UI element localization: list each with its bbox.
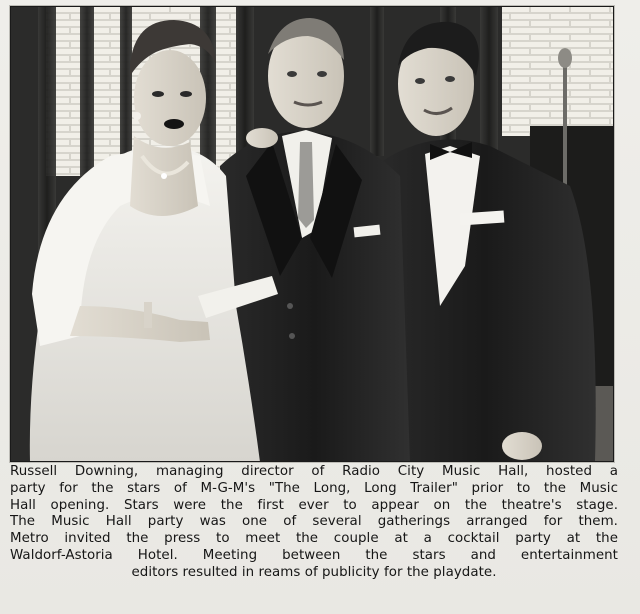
caption-line-1: Russell Downing, managing director of Radio City Music Hall, hosted a [10,464,618,479]
caption-line-7: editors resulted in reams of publicity for the playdate. [131,564,497,580]
caption-line-5: Metro invited the press to meet the couple at a cocktail party at the [10,531,618,547]
photo-caption [10,464,618,582]
caption-line-4: The Music Hall party was one of several gatherings arranged for them. [10,514,618,530]
caption-line-6: Waldorf-Astoria Hotel. Meeting between the stars and entertainment [10,547,618,563]
press-photograph [10,6,614,462]
caption-line-3: Hall opening. Stars were the first ever to appear on the theatre's stage. [10,497,618,513]
caption-line-2: party for the stars of M-G-M's "The Long, Long Trailer" prior to the Music [10,480,618,496]
